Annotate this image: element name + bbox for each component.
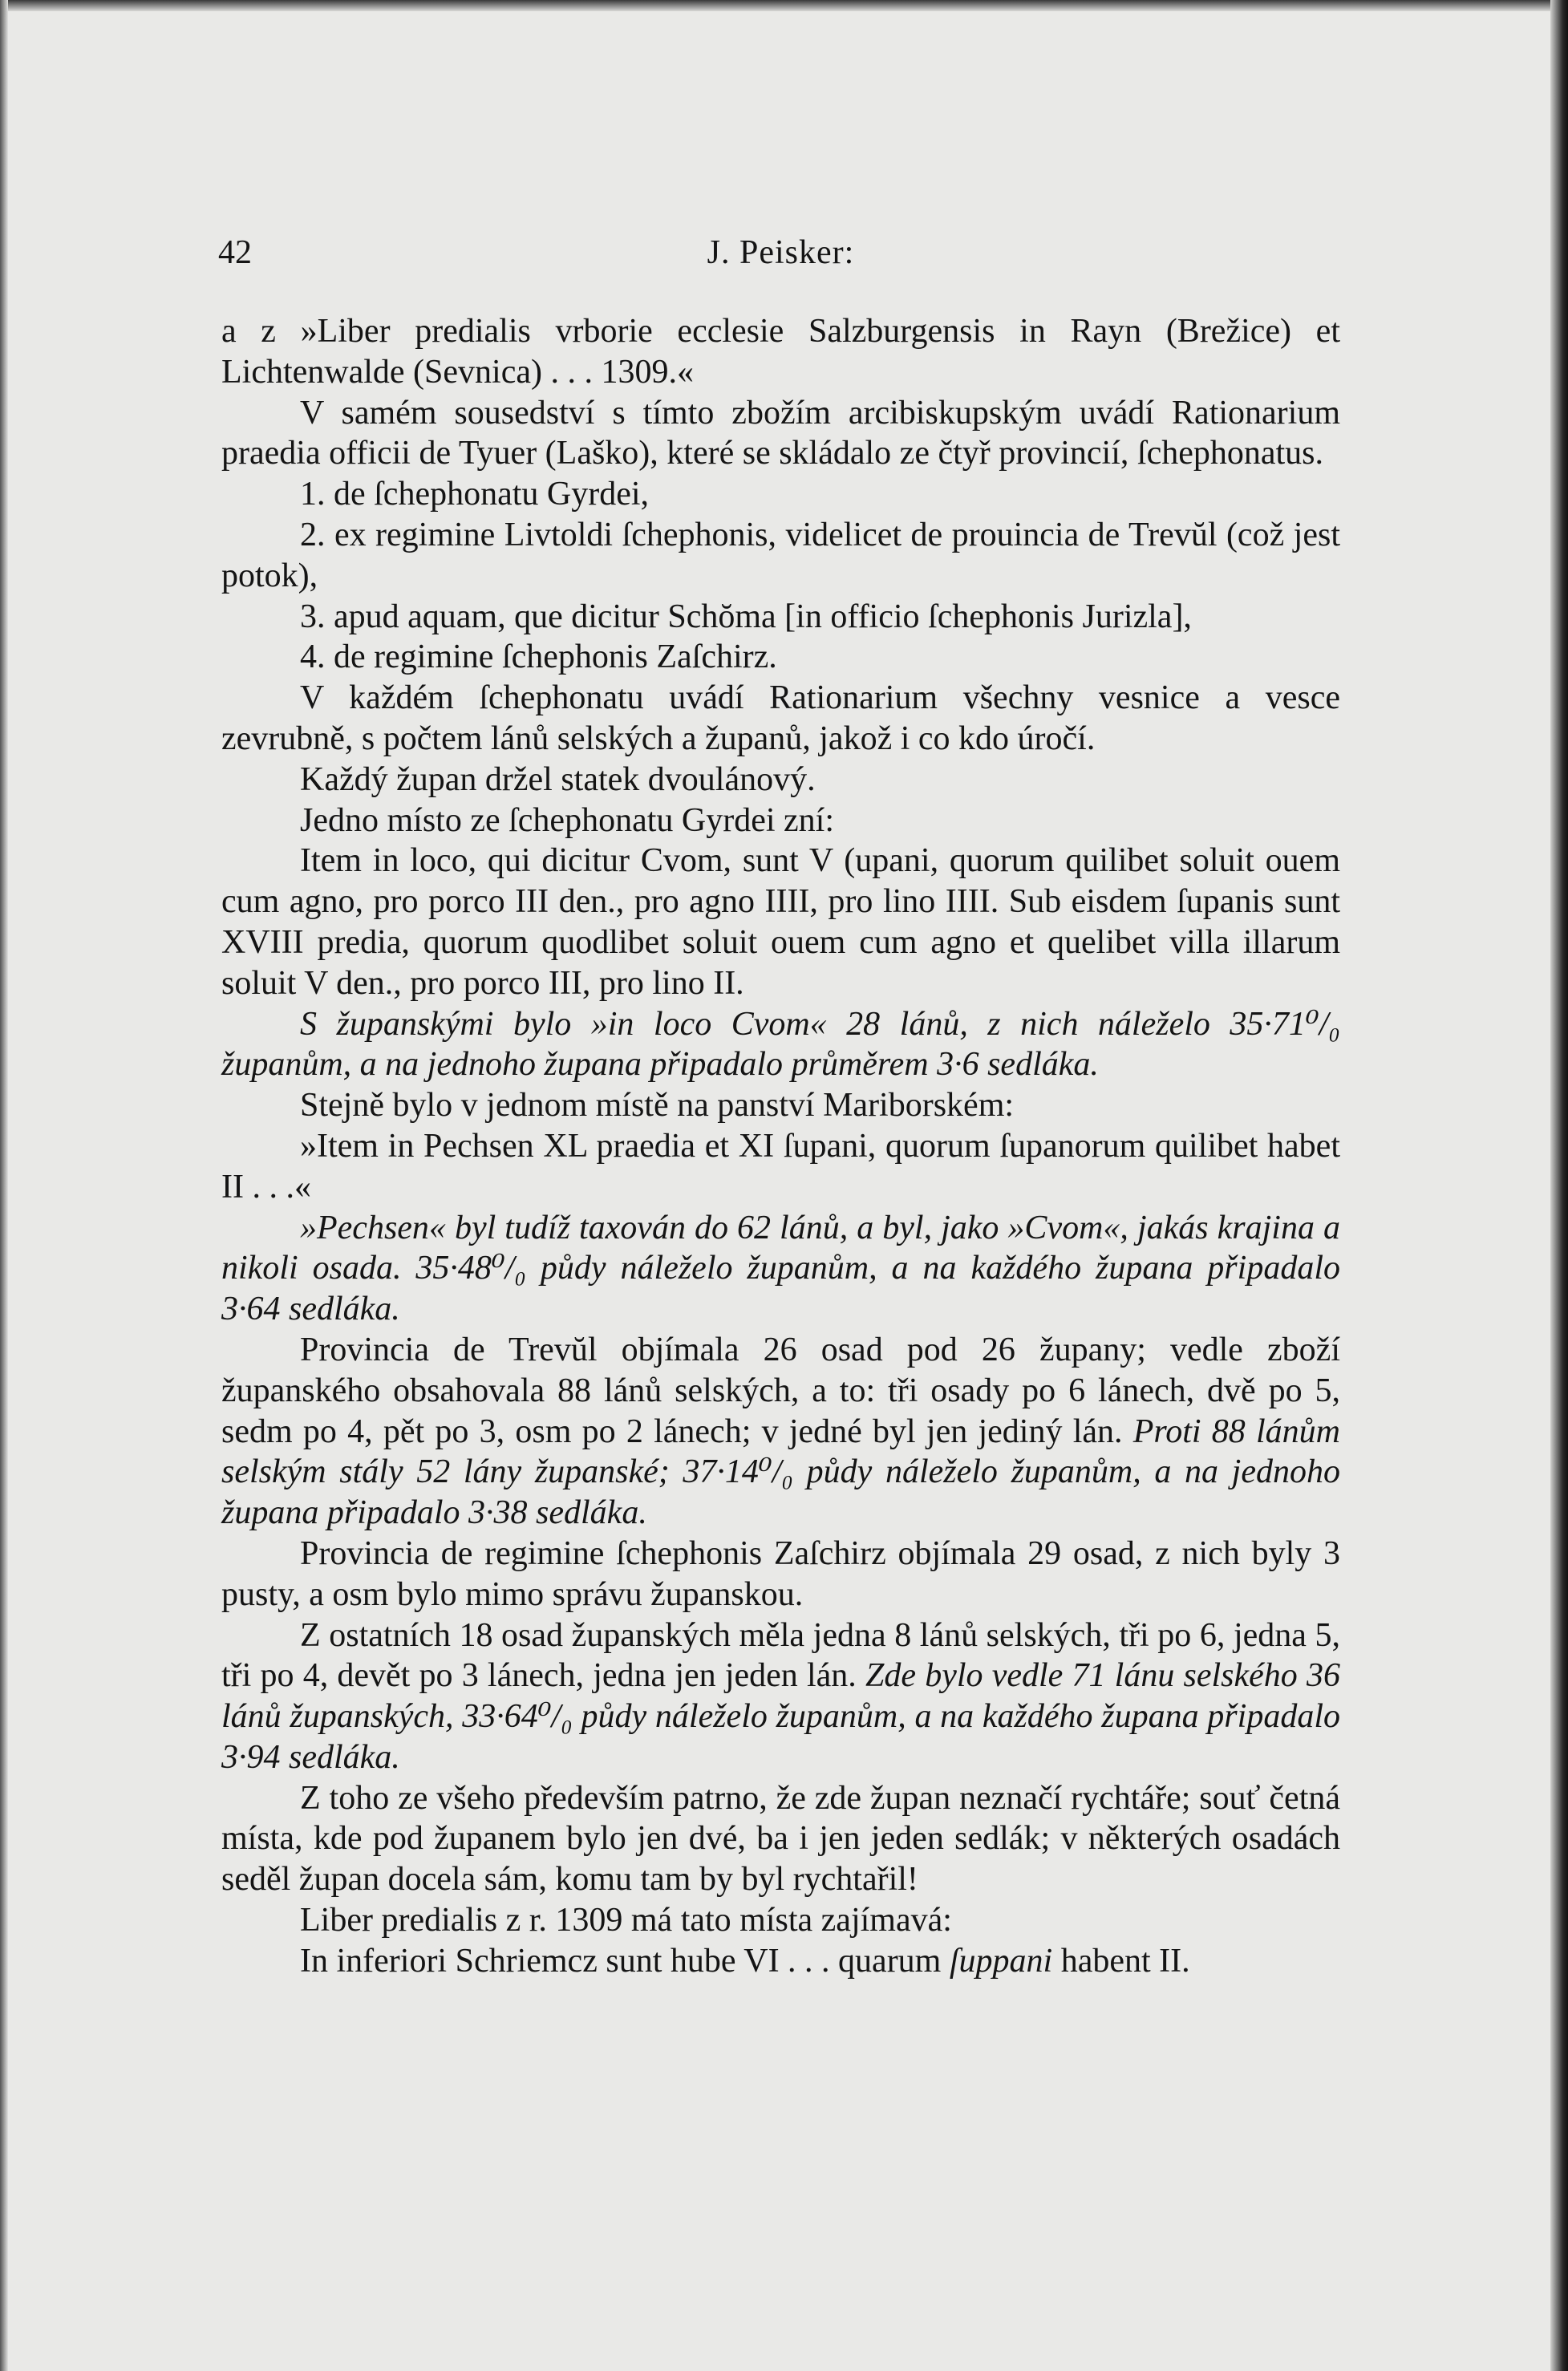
paragraph-text: a z »Liber predialis vrborie ecclesie Salzburgensis in Rayn (Brežice) et Lichtenwalde (Sevnica) . . . 1309.«	[221, 313, 1340, 391]
page-number: 42	[218, 234, 252, 271]
paragraph	[221, 1900, 1340, 1941]
paragraph	[221, 800, 1340, 841]
page-content	[218, 233, 1341, 1982]
paragraph-text: Provincia de Trevŭl objímala 26 osad pod 26 župany; vedle zboží županského obsahovala 88 lánů selských, a to: tři osady po 6 lánech, dvě po 5, sedm po 4, pět po 3, osm po 2 lánech; v jedné byl jen jediný lán.	[221, 1331, 1340, 1450]
paragraph-text-end: habent II.	[1052, 1942, 1190, 1980]
paragraph	[221, 1330, 1340, 1534]
paragraph	[221, 1208, 1340, 1330]
paragraph-text: Liber predialis z r. 1309 má tato místa zajímavá:	[300, 1902, 952, 1939]
paragraph	[221, 678, 1340, 760]
paragraph-text: 3. apud aquam, que dicitur Schŏma [in officio ſchephonis Jurizla],	[300, 598, 1192, 635]
paragraph	[221, 1941, 1340, 1982]
paragraph	[221, 1534, 1340, 1615]
paragraph	[221, 760, 1340, 800]
paragraph	[221, 515, 1340, 597]
running-head: J. Peisker:	[707, 234, 855, 271]
paragraph-text: S županskými bylo »in loco Cvom« 28 lánů, z nich náleželo 35·71⁰/₀ županům, a na jednoho župana připadalo průměrem 3·6 sedláka.	[221, 1005, 1340, 1084]
paragraph-text: Z ostatních 18 osad županských měla jedna 8 lánů selských, tři po 6, jedna 5, tři po 4, devět po 3 lánech, jedna jen jeden lán.	[221, 1616, 1340, 1695]
paragraph-text: 1. de ſchephonatu Gyrdei,	[300, 476, 650, 513]
paragraph	[221, 474, 1340, 515]
paragraph	[221, 1004, 1340, 1086]
paragraph-text: 4. de regimine ſchephonis Zaſchirz.	[300, 638, 777, 676]
paragraph-italic-text: ſuppani	[941, 1942, 1053, 1980]
paragraph	[221, 841, 1340, 1003]
paragraph	[221, 1085, 1340, 1126]
paragraph-text: Item in loco, qui dicitur Cvom, sunt V (upani, quorum quilibet soluit ouem cum agno, pro porco III den., pro agno IIII, pro lino IIII. Sub eisdem ſupanis sunt XVIII predia, quorum quodlibet soluit ouem cum agno et quelibet villa illarum soluit V den., pro porco III, pro lino II.	[221, 842, 1340, 1002]
paragraph-text: Každý župan držel statek dvoulánový.	[300, 760, 816, 798]
paragraph-text: In inferiori Schriemcz sunt hube VI . . . quarum	[300, 1942, 942, 1980]
paragraph-text: »Item in Pechsen XL praedia et XI ſupani, quorum ſupanorum quilibet habet II . . .«	[221, 1127, 1340, 1206]
paragraph	[221, 311, 1340, 393]
scan-edge-top	[0, 0, 1568, 11]
scan-edge-right	[1550, 0, 1568, 2371]
page-header	[218, 233, 1340, 281]
paragraph	[221, 597, 1340, 638]
paragraph-italic-text: Proti 88 lánům selským stály 52 lány županské; 37·14⁰/₀ půdy náleželo županům, a na jednoho župana připadalo 3·38 sedláka.	[221, 1412, 1341, 1532]
paragraph-text: Stejně bylo v jednom místě na panství Mariborském:	[300, 1087, 1015, 1125]
paragraph-text: 2. ex regimine Livtoldi ſchephonis, videlicet de prouincia de Trevŭl (což jest potok),	[221, 516, 1340, 594]
paragraph	[221, 1778, 1340, 1900]
paragraph	[221, 1615, 1340, 1778]
paragraph-text: V samém sousedství s tímto zbožím arcibiskupským uvádí Rationarium praedia officii de Tyuer (Laško), které se skládalo ze čtyř provincií, ſchephonatus.	[221, 394, 1340, 472]
paragraph-text: V každém ſchephonatu uvádí Rationarium všechny vesnice a vesce zevrubně, s počtem lánů selských a županů, jakož i co kdo úročí.	[221, 679, 1340, 757]
paragraph-italic-text: Zde bylo vedle 71 lánu selského 36 lánů županských, 33·64⁰/₀ půdy náleželo županům, a na každého župana připadalo 3·94 sedláka.	[221, 1657, 1341, 1776]
scan-edge-left	[0, 0, 8, 2371]
paragraph-text: Jedno místo ze ſchephonatu Gyrdei zní:	[300, 801, 834, 839]
paragraph	[221, 393, 1340, 475]
paragraph-text: »Pechsen« byl tudíž taxován do 62 lánů, a byl, jako »Cvom«, jakás krajina a nikoli osada. 35·48⁰/₀ půdy náleželo županům, a na každého župana připadalo 3·64 sedláka.	[221, 1209, 1340, 1328]
paragraph-text: Z toho ze všeho především patrno, že zde župan neznačí rychtáře; souť četná místa, kde pod županem bylo jen dvé, ba i jen jeden sedlák; v některých osadách seděl župan docela sám, komu tam by byl rychtařil!	[221, 1779, 1340, 1899]
paragraph	[221, 637, 1340, 678]
body-text	[221, 311, 1340, 1982]
paragraph	[221, 1126, 1340, 1208]
paragraph-text: Provincia de regimine ſchephonis Zaſchirz objímala 29 osad, z nich byly 3 pusty, a osm bylo mimo správu županskou.	[221, 1534, 1340, 1613]
